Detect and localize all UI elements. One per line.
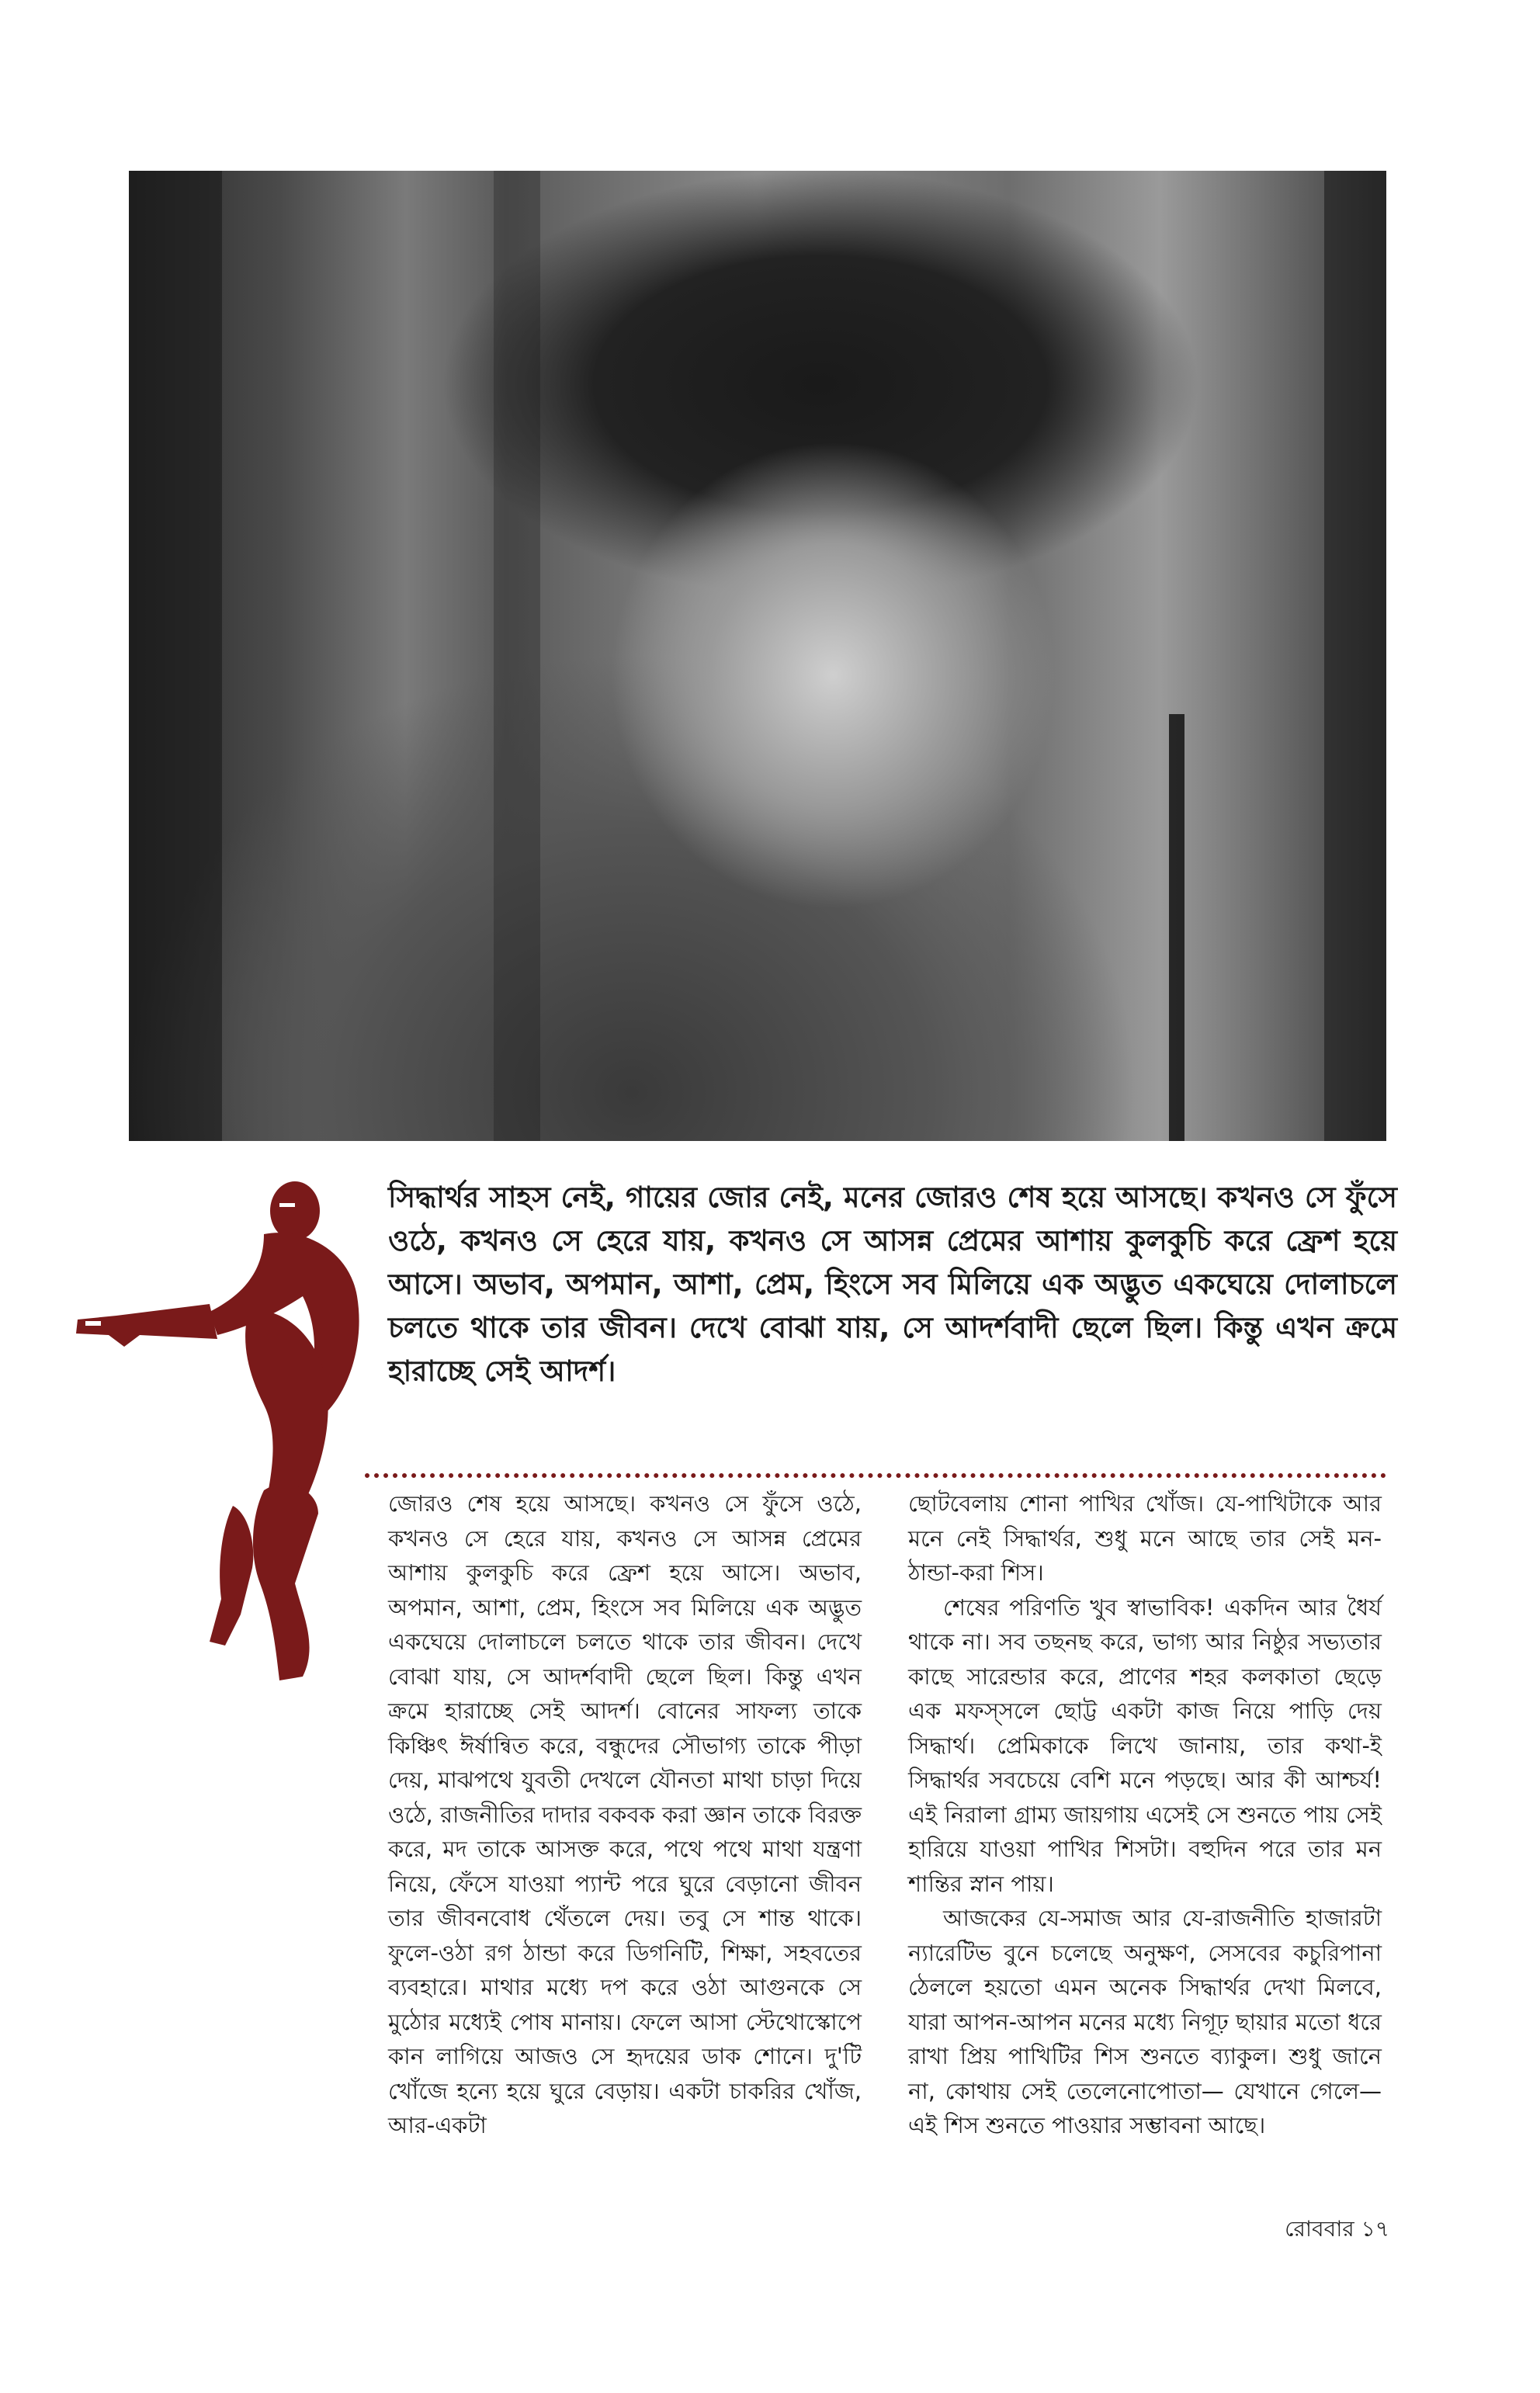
body-column-right bbox=[908, 1486, 1382, 2143]
page-folio: রোববার ১৭ bbox=[1285, 2216, 1389, 2242]
body-paragraph: জোরও শেষ হয়ে আসছে। কখনও সে ফুঁসে ওঠে, কখনও সে হেরে যায়, কখনও সে আসন্ন প্রেমের আশায় কুলকুচি করে ফ্রেশ হয়ে আসে। অভাব, অপমান, আশা, প্রেম, হিংসে সব মিলিয়ে এক অদ্ভুত একঘেয়ে দোলাচলে চলতে থাকে তার জীবন। দেখে বোঝা যায়, সে আদর্শবাদী ছেলে ছিল। কিন্তু এখন ক্রমে হারাচ্ছে সেই আদর্শ। বোনের সাফল্য তাকে কিঞ্চিৎ ঈর্ষান্বিত করে, বন্ধুদের সৌভাগ্য তাকে পীড়া দেয়, মাঝপথে যুবতী দেখলে যৌনতা মাথা চাড়া দিয়ে ওঠে, রাজনীতির দাদার বকবক করা জ্ঞান তাকে বিরক্ত করে, মদ তাকে আসক্ত করে, পথে পথে মাথা যন্ত্রণা নিয়ে, ফেঁসে যাওয়া প্যান্ট পরে ঘুরে বেড়ানো জীবন তার জীবনবোধ থেঁতলে দেয়। তবু সে শান্ত থাকে। ফুলে-ওঠা রগ ঠান্ডা করে ডিগনিটি, শিক্ষা, সহবতের ব্যবহারে। মাথার মধ্যে দপ করে ওঠা আগুনকে সে মুঠোর মধ্যেই পোষ মানায়। ফেলে আসা স্টেথোস্কোপে কান লাগিয়ে আজও সে হৃদয়ের ডাক শোনে। দু'টি খোঁজে হন্যে হয়ে ঘুরে বেড়ায়। একটা চাকরির খোঁজ, আর-একটা bbox=[388, 1490, 862, 2138]
body-paragraph: আজকের যে-সমাজ আর যে-রাজনীতি হাজারটা ন্যারেটিভ বুনে চলেছে অনুক্ষণ, সেসবের কচুরিপানা ঠেললে হয়তো এমন অনেক সিদ্ধার্থর দেখা মিলবে, যারা আপন-আপন মনের মধ্যে নিগূঢ় ছায়ার মতো ধরে রাখা প্রিয় পাখিটির শিস শুনতে ব্যাকুল। শুধু জানে না, কোথায় সেই তেলেনোপোতা— যেখানে গেলে— এই শিস শুনতে পাওয়ার সম্ভাবনা আছে। bbox=[908, 1905, 1382, 2138]
photo-background-pillar bbox=[1169, 714, 1184, 1141]
photo-background-pillar bbox=[129, 171, 222, 1141]
photo-background-pillar bbox=[1324, 171, 1386, 1141]
body-paragraph: ছোটবেলায় শোনা পাখির খোঁজ। যে-পাখিটাকে আর মনে নেই সিদ্ধার্থর, শুধু মনে আছে তার সেই মন-ঠান্ডা-করা শিস। bbox=[908, 1490, 1382, 1586]
body-paragraph: শেষের পরিণতি খুব স্বাভাবিক! একদিন আর ধৈর্য থাকে না। সব তছনছ করে, ভাগ্য আর নিষ্ঠুর সভ্যতার কাছে সারেন্ডার করে, প্রাণের শহর কলকাতা ছেড়ে এক মফস্‌সলে ছোট্ট একটা কাজ নিয়ে পাড়ি দেয় সিদ্ধার্থ। প্রেমিকাকে লিখে জানায়, তার কথা-ই সিদ্ধার্থর সবচেয়ে বেশি মনে পড়ছে। আর কী আশ্চর্য! এই নিরালা গ্রাম্য জায়গায় এসেই সে শুনতে পায় সেই হারিয়ে যাওয়া পাখির শিসটা। বহুদিন পরে তার মন শান্তির স্নান পায়। bbox=[908, 1594, 1382, 1897]
hero-photo bbox=[129, 171, 1386, 1141]
dotted-divider bbox=[365, 1473, 1386, 1478]
gunman-illustration-icon bbox=[70, 1180, 380, 1684]
lead-paragraph: সিদ্ধার্থর সাহস নেই, গায়ের জোর নেই, মনের জোরও শেষ হয়ে আসছে। কখনও সে ফুঁসে ওঠে, কখনও সে হেরে যায়, কখনও সে আসন্ন প্রেমের আশায় কুলকুচি করে ফ্রেশ হয়ে আসে। অভাব, অপমান, আশা, প্রেম, হিংসে সব মিলিয়ে এক অদ্ভুত একঘেয়ে দোলাচলে চলতে থাকে তার জীবন। দেখে বোঝা যায়, সে আদর্শবাদী ছেলে ছিল। কিন্তু এখন ক্রমে হারাচ্ছে সেই আদর্শ। bbox=[388, 1181, 1397, 1388]
body-column-left bbox=[388, 1486, 862, 2143]
photo-background-pillar bbox=[494, 171, 540, 1141]
